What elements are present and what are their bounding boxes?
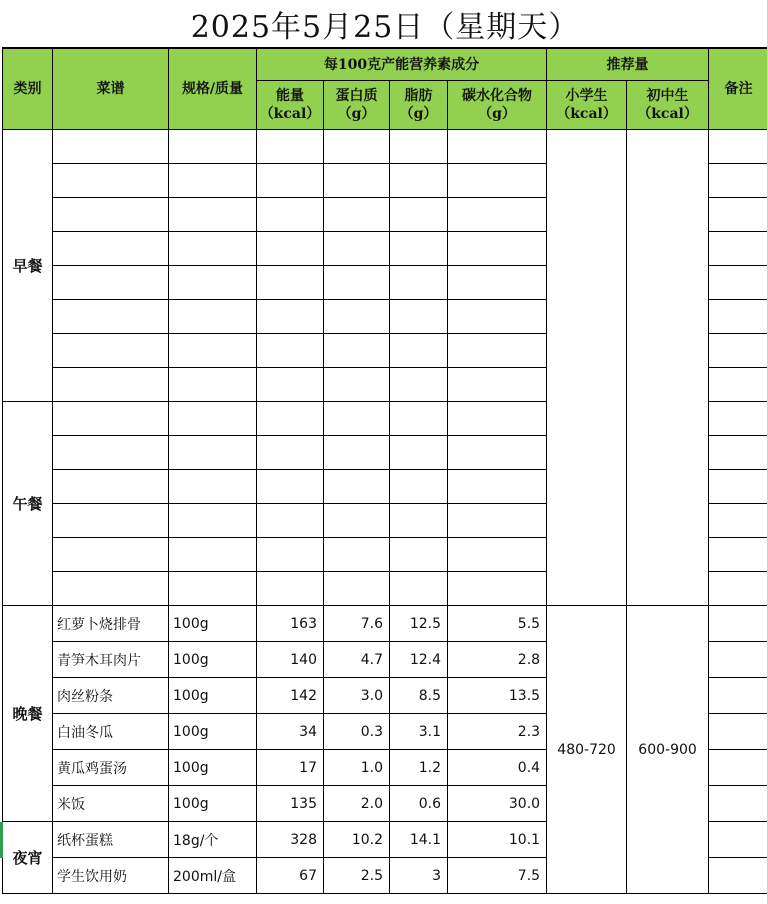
carb-value[interactable]: 30.0 bbox=[448, 786, 547, 822]
note-cell[interactable] bbox=[709, 642, 768, 678]
energy-unit: （kcal） bbox=[259, 106, 321, 122]
cell[interactable] bbox=[169, 504, 257, 538]
cell[interactable] bbox=[448, 402, 547, 436]
cell[interactable] bbox=[390, 300, 448, 334]
cell[interactable] bbox=[448, 198, 547, 232]
fat-value[interactable]: 14.1 bbox=[390, 822, 448, 858]
cell[interactable] bbox=[53, 368, 169, 402]
cell[interactable] bbox=[257, 538, 324, 572]
protein-label: 蛋白质 bbox=[335, 88, 378, 104]
cell[interactable] bbox=[53, 198, 169, 232]
recipe-name[interactable]: 学生饮用奶 bbox=[53, 858, 169, 894]
header-row-1 bbox=[3, 49, 768, 81]
cell[interactable] bbox=[448, 164, 547, 198]
cell[interactable] bbox=[390, 436, 448, 470]
note-cell[interactable] bbox=[709, 334, 768, 368]
junior-label: 初中生 bbox=[646, 88, 689, 104]
cell[interactable] bbox=[324, 164, 390, 198]
cell[interactable] bbox=[390, 164, 448, 198]
cell[interactable] bbox=[169, 266, 257, 300]
protein-value[interactable]: 2.0 bbox=[324, 786, 390, 822]
carb-unit: （g） bbox=[478, 106, 516, 122]
breakfast-row bbox=[3, 130, 768, 164]
recipe-name[interactable]: 红萝卜烧排骨 bbox=[53, 606, 169, 642]
cell[interactable] bbox=[390, 334, 448, 368]
cell[interactable] bbox=[390, 402, 448, 436]
cell[interactable] bbox=[169, 164, 257, 198]
cell[interactable] bbox=[324, 300, 390, 334]
cell[interactable] bbox=[257, 504, 324, 538]
header-carb bbox=[448, 81, 547, 130]
protein-value[interactable]: 4.7 bbox=[324, 642, 390, 678]
cell[interactable] bbox=[169, 538, 257, 572]
cell[interactable] bbox=[53, 436, 169, 470]
spec-value[interactable]: 100g bbox=[169, 714, 257, 750]
recipe-name[interactable]: 青笋木耳肉片 bbox=[53, 642, 169, 678]
cell[interactable] bbox=[257, 164, 324, 198]
energy-label: 能量 bbox=[276, 88, 304, 104]
cell[interactable] bbox=[53, 130, 169, 164]
note-cell[interactable] bbox=[709, 822, 768, 858]
recipe-name[interactable]: 米饭 bbox=[53, 786, 169, 822]
spec-value[interactable]: 100g bbox=[169, 678, 257, 714]
cell[interactable] bbox=[53, 538, 169, 572]
cell[interactable] bbox=[257, 232, 324, 266]
cell[interactable] bbox=[324, 538, 390, 572]
cell[interactable] bbox=[53, 572, 169, 606]
carb-value[interactable]: 5.5 bbox=[448, 606, 547, 642]
energy-value[interactable]: 140 bbox=[257, 642, 324, 678]
cell[interactable] bbox=[53, 470, 169, 504]
nutrition-table bbox=[2, 48, 768, 894]
primary-recommend-breakfast-lunch[interactable] bbox=[547, 130, 627, 606]
cell[interactable] bbox=[53, 300, 169, 334]
spec-value[interactable]: 100g bbox=[169, 606, 257, 642]
note-cell[interactable] bbox=[709, 266, 768, 300]
note-cell[interactable] bbox=[709, 678, 768, 714]
fat-value[interactable]: 3.1 bbox=[390, 714, 448, 750]
protein-value[interactable]: 0.3 bbox=[324, 714, 390, 750]
spec-value[interactable]: 18g/个 bbox=[169, 822, 257, 858]
cell[interactable] bbox=[257, 572, 324, 606]
carb-value[interactable]: 13.5 bbox=[448, 678, 547, 714]
fat-value[interactable]: 1.2 bbox=[390, 750, 448, 786]
cell[interactable] bbox=[448, 130, 547, 164]
header-protein bbox=[324, 81, 390, 130]
cell[interactable] bbox=[448, 470, 547, 504]
cell[interactable] bbox=[169, 572, 257, 606]
menu-sheet bbox=[2, 0, 768, 894]
recipe-name[interactable]: 肉丝粉条 bbox=[53, 678, 169, 714]
note-cell[interactable] bbox=[709, 232, 768, 266]
cell[interactable] bbox=[390, 130, 448, 164]
note-cell[interactable] bbox=[709, 164, 768, 198]
cell[interactable] bbox=[390, 266, 448, 300]
energy-value[interactable]: 328 bbox=[257, 822, 324, 858]
header-spec: 规格/质量 bbox=[169, 49, 257, 130]
energy-value[interactable]: 163 bbox=[257, 606, 324, 642]
cell[interactable] bbox=[169, 300, 257, 334]
note-cell[interactable] bbox=[709, 572, 768, 606]
primary-unit: （kcal） bbox=[556, 106, 617, 122]
note-cell[interactable] bbox=[709, 198, 768, 232]
spec-value[interactable]: 100g bbox=[169, 642, 257, 678]
note-cell[interactable] bbox=[709, 750, 768, 786]
cell[interactable] bbox=[53, 232, 169, 266]
cell[interactable] bbox=[324, 334, 390, 368]
energy-value[interactable]: 34 bbox=[257, 714, 324, 750]
carb-label: 碳水化合物 bbox=[462, 88, 533, 104]
protein-unit: （g） bbox=[337, 106, 376, 122]
header-energy bbox=[257, 81, 324, 130]
fat-value[interactable]: 12.4 bbox=[390, 642, 448, 678]
junior-recommend-breakfast-lunch[interactable] bbox=[627, 130, 709, 606]
carb-value[interactable]: 2.8 bbox=[448, 642, 547, 678]
cell[interactable] bbox=[324, 198, 390, 232]
cell[interactable] bbox=[169, 402, 257, 436]
cell[interactable] bbox=[324, 266, 390, 300]
note-cell[interactable] bbox=[709, 368, 768, 402]
cell[interactable] bbox=[169, 232, 257, 266]
energy-value[interactable]: 135 bbox=[257, 786, 324, 822]
protein-value[interactable]: 2.5 bbox=[324, 858, 390, 894]
cell[interactable] bbox=[448, 300, 547, 334]
fat-value[interactable]: 0.6 bbox=[390, 786, 448, 822]
cell[interactable] bbox=[257, 198, 324, 232]
carb-value[interactable]: 7.5 bbox=[448, 858, 547, 894]
fat-value[interactable]: 3 bbox=[390, 858, 448, 894]
cell[interactable] bbox=[390, 470, 448, 504]
note-cell[interactable] bbox=[709, 130, 768, 164]
cell[interactable] bbox=[390, 504, 448, 538]
recipe-name[interactable]: 纸杯蛋糕 bbox=[53, 822, 169, 858]
note-cell[interactable] bbox=[709, 504, 768, 538]
primary-label: 小学生 bbox=[565, 88, 608, 104]
protein-value[interactable]: 1.0 bbox=[324, 750, 390, 786]
note-cell[interactable] bbox=[709, 300, 768, 334]
note-cell[interactable] bbox=[709, 606, 768, 642]
cell[interactable] bbox=[448, 572, 547, 606]
dinner-row bbox=[3, 606, 768, 642]
header-note: 备注 bbox=[709, 49, 768, 130]
recipe-name[interactable]: 黄瓜鸡蛋汤 bbox=[53, 750, 169, 786]
spec-value[interactable]: 200ml/盒 bbox=[169, 858, 257, 894]
energy-value[interactable]: 142 bbox=[257, 678, 324, 714]
note-cell[interactable] bbox=[709, 402, 768, 436]
cell[interactable] bbox=[53, 402, 169, 436]
cell[interactable] bbox=[324, 402, 390, 436]
header-recipe: 菜谱 bbox=[53, 49, 169, 130]
protein-value[interactable]: 3.0 bbox=[324, 678, 390, 714]
cell[interactable] bbox=[169, 198, 257, 232]
cell[interactable] bbox=[257, 130, 324, 164]
header-junior bbox=[627, 81, 709, 130]
note-cell[interactable] bbox=[709, 714, 768, 750]
cell[interactable] bbox=[53, 266, 169, 300]
category-night: 夜宵 bbox=[3, 822, 53, 894]
category-lunch: 午餐 bbox=[3, 402, 53, 606]
recipe-name[interactable]: 白油冬瓜 bbox=[53, 714, 169, 750]
cell[interactable] bbox=[257, 334, 324, 368]
cell[interactable] bbox=[390, 538, 448, 572]
junior-unit: （kcal） bbox=[637, 106, 698, 122]
cell[interactable] bbox=[257, 402, 324, 436]
cell[interactable] bbox=[390, 232, 448, 266]
primary-recommend[interactable]: 480-720 bbox=[547, 606, 627, 894]
carb-value[interactable]: 10.1 bbox=[448, 822, 547, 858]
cell[interactable] bbox=[390, 572, 448, 606]
cell[interactable] bbox=[324, 572, 390, 606]
spec-value[interactable]: 100g bbox=[169, 750, 257, 786]
category-dinner: 晚餐 bbox=[3, 606, 53, 822]
cell[interactable] bbox=[324, 436, 390, 470]
cell[interactable] bbox=[169, 334, 257, 368]
note-cell[interactable] bbox=[709, 858, 768, 894]
cell[interactable] bbox=[448, 538, 547, 572]
fat-value[interactable]: 12.5 bbox=[390, 606, 448, 642]
note-cell[interactable] bbox=[709, 786, 768, 822]
header-nutrients-group: 每100克产能营养素成分 bbox=[257, 49, 547, 81]
energy-value[interactable]: 67 bbox=[257, 858, 324, 894]
header-fat bbox=[390, 81, 448, 130]
spec-value[interactable]: 100g bbox=[169, 786, 257, 822]
cell[interactable] bbox=[390, 198, 448, 232]
cell[interactable] bbox=[448, 436, 547, 470]
fat-value[interactable]: 8.5 bbox=[390, 678, 448, 714]
cell[interactable] bbox=[324, 470, 390, 504]
cell[interactable] bbox=[257, 470, 324, 504]
cell[interactable] bbox=[53, 164, 169, 198]
cell[interactable] bbox=[257, 436, 324, 470]
note-cell[interactable] bbox=[709, 436, 768, 470]
selection-edge-marker bbox=[0, 822, 3, 858]
header-primary bbox=[547, 81, 627, 130]
cell[interactable] bbox=[257, 368, 324, 402]
cell[interactable] bbox=[257, 266, 324, 300]
cell[interactable] bbox=[448, 232, 547, 266]
protein-value[interactable]: 7.6 bbox=[324, 606, 390, 642]
cell[interactable] bbox=[169, 470, 257, 504]
cell[interactable] bbox=[448, 266, 547, 300]
note-cell[interactable] bbox=[709, 470, 768, 504]
carb-value[interactable]: 0.4 bbox=[448, 750, 547, 786]
cell[interactable] bbox=[324, 232, 390, 266]
cell[interactable] bbox=[53, 504, 169, 538]
fat-unit: （g） bbox=[399, 106, 438, 122]
page-title: 2025年5月25日（星期天） bbox=[2, 0, 768, 48]
cell[interactable] bbox=[448, 504, 547, 538]
cell[interactable] bbox=[169, 368, 257, 402]
cell[interactable] bbox=[390, 368, 448, 402]
cell[interactable] bbox=[169, 436, 257, 470]
cell[interactable] bbox=[448, 334, 547, 368]
protein-value[interactable]: 10.2 bbox=[324, 822, 390, 858]
header-category: 类别 bbox=[3, 49, 53, 130]
cell[interactable] bbox=[324, 368, 390, 402]
fat-label: 脂肪 bbox=[404, 88, 433, 104]
category-breakfast: 早餐 bbox=[3, 130, 53, 402]
cell[interactable] bbox=[257, 300, 324, 334]
cell[interactable] bbox=[324, 130, 390, 164]
cell[interactable] bbox=[53, 334, 169, 368]
header-recommend-group: 推荐量 bbox=[547, 49, 709, 81]
carb-value[interactable]: 2.3 bbox=[448, 714, 547, 750]
cell[interactable] bbox=[324, 504, 390, 538]
cell[interactable] bbox=[169, 130, 257, 164]
junior-recommend[interactable]: 600-900 bbox=[627, 606, 709, 894]
energy-value[interactable]: 17 bbox=[257, 750, 324, 786]
cell[interactable] bbox=[448, 368, 547, 402]
note-cell[interactable] bbox=[709, 538, 768, 572]
